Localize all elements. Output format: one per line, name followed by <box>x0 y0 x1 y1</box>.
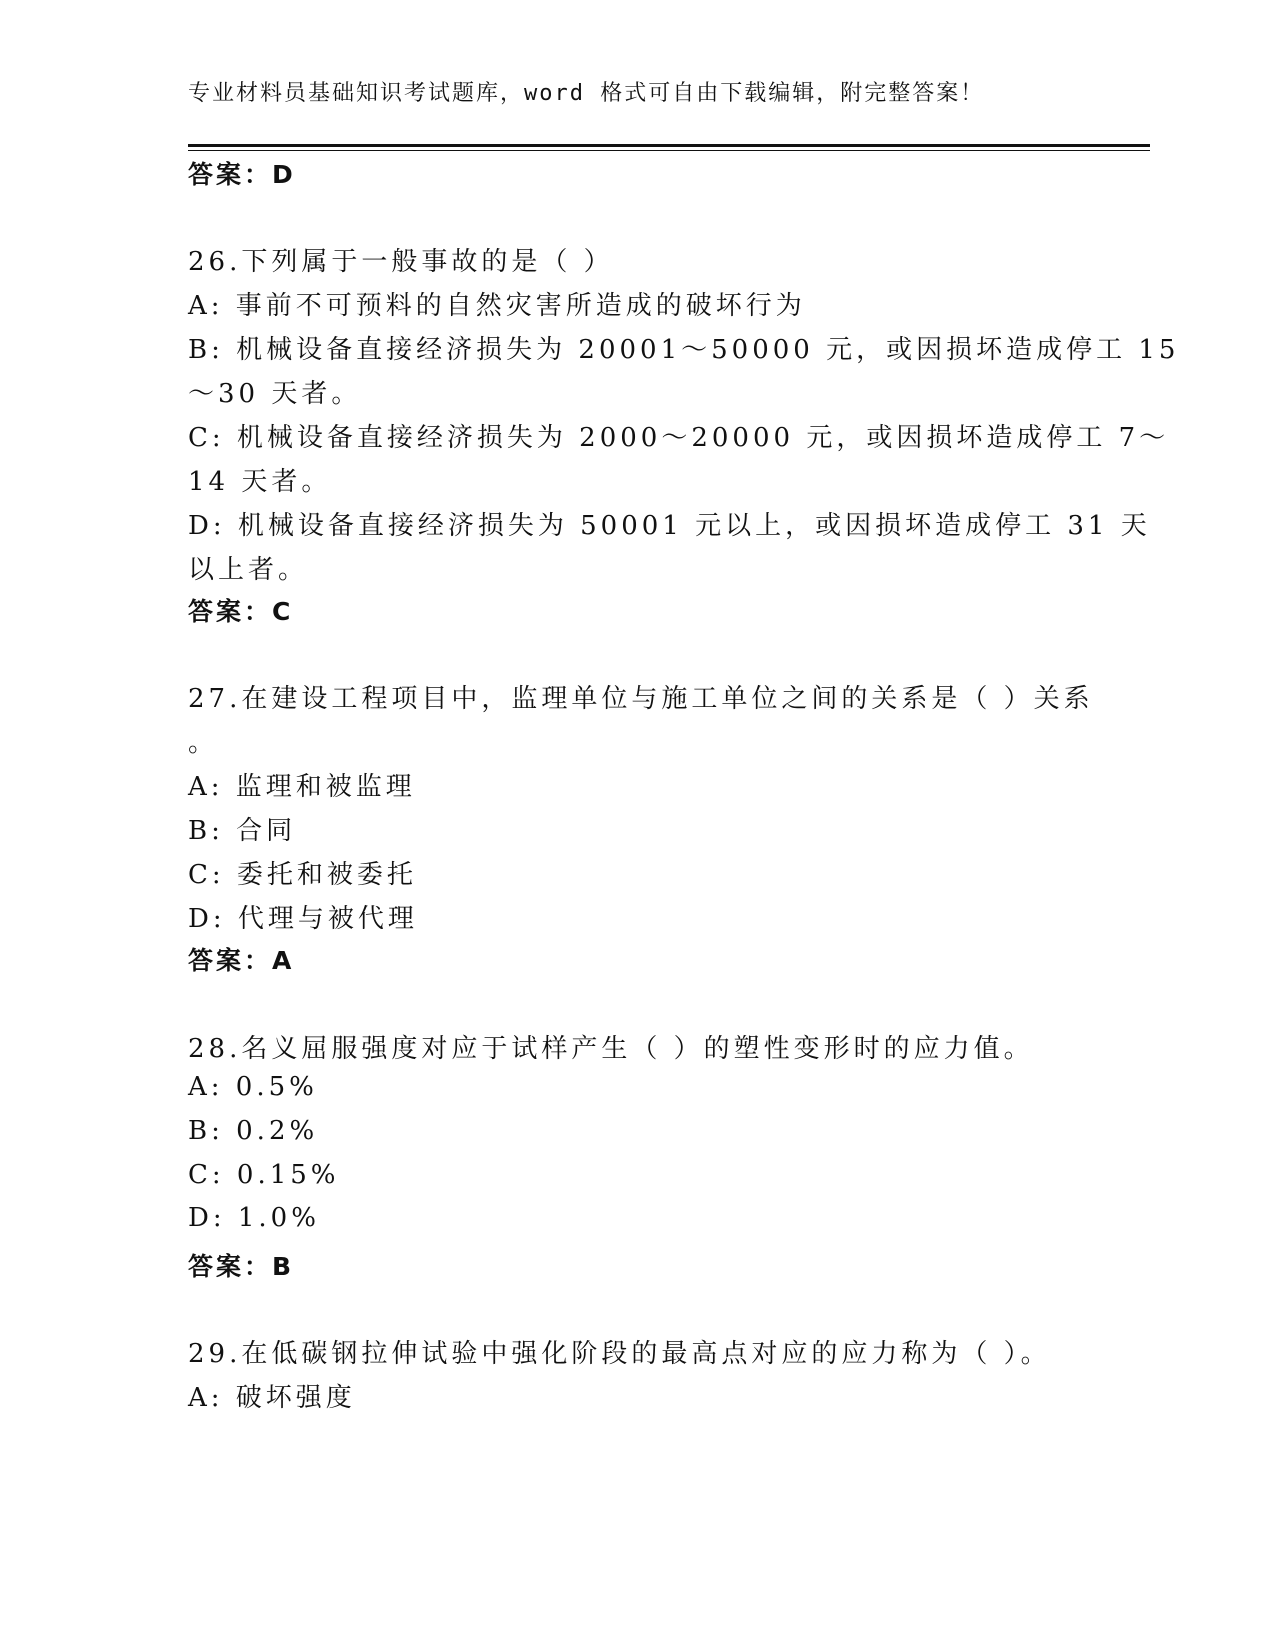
question-26-option-c: C: 机械设备直接经济损失为 2000～20000 元，或因损坏造成停工 7～ <box>188 423 1170 453</box>
question-27-option-c: C: 委托和被委托 <box>188 860 417 890</box>
question-27-stem: 27.在建设工程项目中，监理单位与施工单位之间的关系是（ ）关系 <box>188 684 1094 714</box>
question-28-option-b: B: 0.2% <box>188 1116 319 1146</box>
question-27-stem-cont: 。 <box>188 728 219 758</box>
answer-28: 答案：B <box>188 1252 295 1281</box>
question-28-option-c: C: 0.15% <box>188 1160 340 1190</box>
answer-25: 答案：D <box>188 160 296 189</box>
question-27-option-b: B: 合同 <box>188 816 297 846</box>
question-26-option-b-cont: ～30 天者。 <box>188 379 362 409</box>
page-header: 专业材料员基础知识考试题库，word 格式可自由下载编辑，附完整答案！ <box>188 81 985 106</box>
question-28-option-a: A: 0.5% <box>188 1072 318 1102</box>
question-26-option-d: D: 机械设备直接经济损失为 50001 元以上，或因损坏造成停工 31 天 <box>188 511 1151 541</box>
question-26-option-a: A: 事前不可预料的自然灾害所造成的破坏行为 <box>188 291 806 321</box>
question-26-option-d-cont: 以上者。 <box>188 555 309 585</box>
question-28-stem: 28.名义屈服强度对应于试样产生（ ）的塑性变形时的应力值。 <box>188 1034 1034 1064</box>
answer-27: 答案：A <box>188 946 295 975</box>
question-27-option-d: D: 代理与被代理 <box>188 904 418 934</box>
question-27-option-a: A: 监理和被监理 <box>188 772 416 802</box>
question-29-stem: 29.在低碳钢拉伸试验中强化阶段的最高点对应的应力称为（ ）。 <box>188 1339 1051 1369</box>
question-29-option-a: A: 破坏强度 <box>188 1383 356 1413</box>
answer-26: 答案：C <box>188 597 294 626</box>
question-26-option-c-cont: 14 天者。 <box>188 467 332 497</box>
header-rule-thick <box>188 144 1150 147</box>
question-26-stem: 26.下列属于一般事故的是（ ） <box>188 247 614 277</box>
question-26-option-b: B: 机械设备直接经济损失为 20001～50000 元，或因损坏造成停工 15 <box>188 335 1180 365</box>
header-rule-thin <box>188 150 1150 151</box>
question-28-option-d: D: 1.0% <box>188 1203 320 1233</box>
